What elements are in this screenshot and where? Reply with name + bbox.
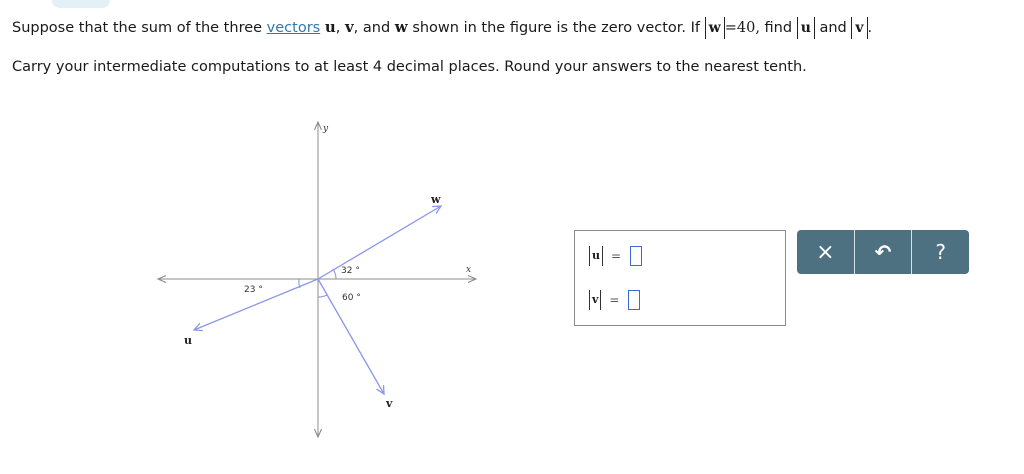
and-text-2: and — [819, 20, 847, 36]
help-button[interactable] — [911, 230, 969, 274]
undo-icon: ↶ — [874, 240, 892, 264]
vector-w-symbol: w — [394, 18, 408, 36]
vector-u-label: u — [184, 334, 192, 347]
answer-u-label: u — [589, 246, 603, 266]
find-text: find — [764, 20, 793, 36]
comma: , — [335, 20, 341, 36]
vector-v-symbol: v — [344, 18, 354, 36]
angle-arc-w — [333, 269, 336, 279]
angle-u-label: 23 ° — [244, 285, 263, 295]
answer-toolbar — [797, 230, 969, 274]
answer-v-label: v — [589, 290, 601, 310]
clear-button[interactable] — [797, 230, 854, 274]
close-icon: × — [816, 239, 835, 265]
and-text: , and — [353, 20, 391, 36]
u-magnitude-ask: u — [797, 17, 815, 39]
w-magnitude-value: =40, — [724, 20, 760, 36]
period: . — [867, 20, 873, 36]
answer-row-v — [589, 287, 640, 313]
vector-w-label: w — [431, 193, 441, 206]
problem-text-pre: Suppose that the sum of the three — [12, 20, 263, 36]
answer-row-u — [589, 243, 642, 269]
w-magnitude-label: w — [705, 17, 725, 39]
vector-v-label: v — [386, 397, 393, 410]
vectors-link[interactable]: vectors — [266, 20, 321, 36]
angle-w-label: 32 ° — [341, 266, 360, 276]
equals-sign: = — [609, 293, 620, 307]
answer-u-input[interactable] — [630, 246, 642, 266]
angle-v-label: 60 ° — [342, 293, 361, 303]
answer-v-input[interactable] — [628, 290, 640, 310]
y-axis-label: y — [323, 124, 329, 134]
instructions: Carry your intermediate computations to at least 4 decimal places. Round your answers to the nearest tenth. — [12, 59, 807, 75]
help-icon: ? — [935, 240, 946, 264]
vector-w-arrow — [318, 206, 441, 279]
vector-u-symbol: u — [324, 18, 336, 36]
equals-sign: = — [611, 249, 622, 263]
v-magnitude-ask: v — [851, 17, 867, 39]
problem-text-mid: shown in the figure is the zero vector. If — [412, 20, 701, 36]
x-axis-label: x — [466, 265, 472, 275]
angle-arc-v — [318, 295, 327, 297]
undo-button[interactable] — [854, 230, 912, 274]
angle-arc-u — [299, 279, 300, 288]
answer-panel — [574, 230, 786, 326]
